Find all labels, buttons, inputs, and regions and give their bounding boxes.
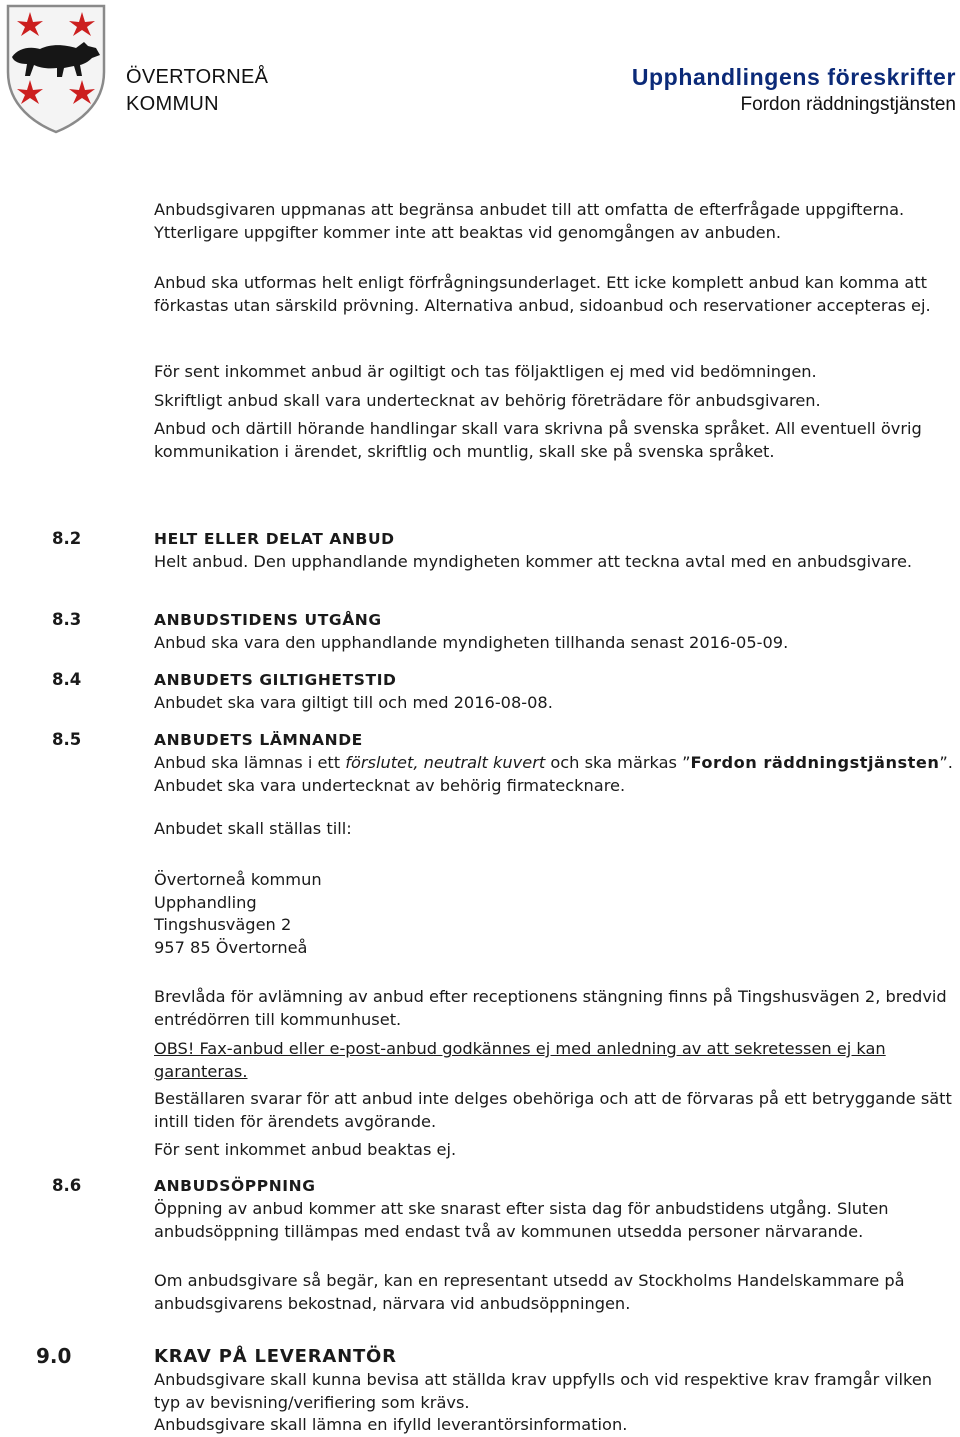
submission-text-c: ”. Anbudet ska vara undertecknat av behörig firmatecknare. <box>154 753 953 795</box>
section-8-6-paragraph-1: Öppning av anbud kommer att ske snarast efter sista dag för anbudstidens utgång. Sluten anbudsöppning tillämpas med endast två av kommunen utsedda personer närvarande. <box>154 1199 889 1241</box>
page-header <box>0 0 960 150</box>
section-number-8-2: 8.2 <box>52 529 82 548</box>
address-line: Övertorneå kommun <box>154 870 322 889</box>
document-title: Upphandlingens föreskrifter <box>631 64 956 90</box>
section-number-8-6: 8.6 <box>52 1176 82 1195</box>
section-9-0-paragraph-2: Anbudsgivare skall lämna en ifylld leverantörsinformation. <box>154 1415 628 1434</box>
address-line: Upphandling <box>154 892 257 912</box>
submission-text-a: Anbud ska lämnas i ett <box>154 753 346 772</box>
postal-address <box>154 869 954 959</box>
section-8-4-text: Anbudet ska vara giltigt till och med 2016-08-08. <box>154 693 553 712</box>
document-title-block <box>632 62 956 118</box>
document-subtitle: Fordon räddningstjänsten <box>740 94 956 115</box>
municipality-line-2: KOMMUN <box>126 93 219 115</box>
section-8-5-text <box>154 752 954 797</box>
address-line: 957 85 Övertorneå <box>154 937 308 957</box>
responsibility-paragraph: Beställaren svarar för att anbud inte delges obehöriga och att de förvaras på ett betryggande sätt intill tiden för ärendets avgörande. <box>154 1089 952 1131</box>
municipality-name <box>126 64 268 118</box>
section-heading-8-3: ANBUDSTIDENS UTGÅNG <box>154 611 382 629</box>
section-number-8-3: 8.3 <box>52 610 82 629</box>
section-number-8-4: 8.4 <box>52 670 82 689</box>
section-heading-8-6: ANBUDSÖPPNING <box>154 1177 316 1195</box>
section-heading-8-5: ANBUDETS LÄMNANDE <box>154 731 363 749</box>
submission-text-b: och ska märkas ” <box>545 753 691 772</box>
section-number-8-5: 8.5 <box>52 730 82 749</box>
intro-paragraph-4: Skriftligt anbud skall vara undertecknat av behörig företrädare för anbudsgivaren. <box>154 391 821 410</box>
section-number-9-0: 9.0 <box>36 1344 72 1368</box>
section-8-6-paragraph-2: Om anbudsgivare så begär, kan en representant utsedd av Stockholms Handelskammare på anbudsgivarens bekostnad, närvara vid anbudsöppningen. <box>154 1271 905 1313</box>
mailbox-paragraph: Brevlåda för avlämning av anbud efter receptionens stängning finns på Tingshusvägen 2, bredvid entrédörren till kommunhuset. <box>154 987 947 1029</box>
sealed-envelope-text: förslutet, neutralt kuvert <box>345 753 546 772</box>
section-heading-8-4: ANBUDETS GILTIGHETSTID <box>154 671 397 689</box>
intro-paragraph-3: För sent inkommet anbud är ogiltigt och tas följaktligen ej med vid bedömningen. <box>154 362 817 381</box>
section-heading-9-0: KRAV PÅ LEVERANTÖR <box>154 1346 397 1367</box>
wolf-crest-icon <box>4 2 108 134</box>
address-line: Tingshusvägen 2 <box>154 915 292 934</box>
municipality-line-1: ÖVERTORNEÅ <box>126 66 269 88</box>
envelope-marking: Fordon räddningstjänsten <box>690 753 940 772</box>
section-8-3-text: Anbud ska vara den upphandlande myndigheten tillhanda senast 2016-05-09. <box>154 633 789 652</box>
section-9-0-paragraph-1: Anbudsgivare skall kunna bevisa att ställda krav uppfylls och vid respektive krav framgår vilken typ av bevisning/verifiering som krävs. <box>154 1370 933 1412</box>
section-heading-8-2: HELT ELLER DELAT ANBUD <box>154 530 395 548</box>
obs-notice: OBS! Fax-anbud eller e-post-anbud godkännes ej med anledning av att sekretessen ej kan garanteras. <box>154 1039 886 1081</box>
intro-paragraph-2: Anbud ska utformas helt enligt förfrågningsunderlaget. Ett icke komplett anbud kan komma att förkastas utan särskild prövning. Alternativa anbud, sidoanbud och reservationer accepteras ej. <box>154 273 931 315</box>
intro-paragraph-5: Anbud och därtill hörande handlingar skall vara skrivna på svenska språket. All eventuell övrig kommunikation i ärendet, skriftlig och muntlig, skall ske på svenska språket. <box>154 419 922 461</box>
intro-paragraph-1: Anbudsgivaren uppmanas att begränsa anbudet till att omfatta de efterfrågade uppgifterna. Ytterligare uppgifter kommer inte att beaktas vid genomgången av anbuden. <box>154 200 905 242</box>
address-intro: Anbudet skall ställas till: <box>154 819 352 838</box>
late-bid-paragraph: För sent inkommet anbud beaktas ej. <box>154 1140 457 1159</box>
section-8-2-text: Helt anbud. Den upphandlande myndigheten kommer att teckna avtal med en anbudsgivare. <box>154 552 913 571</box>
